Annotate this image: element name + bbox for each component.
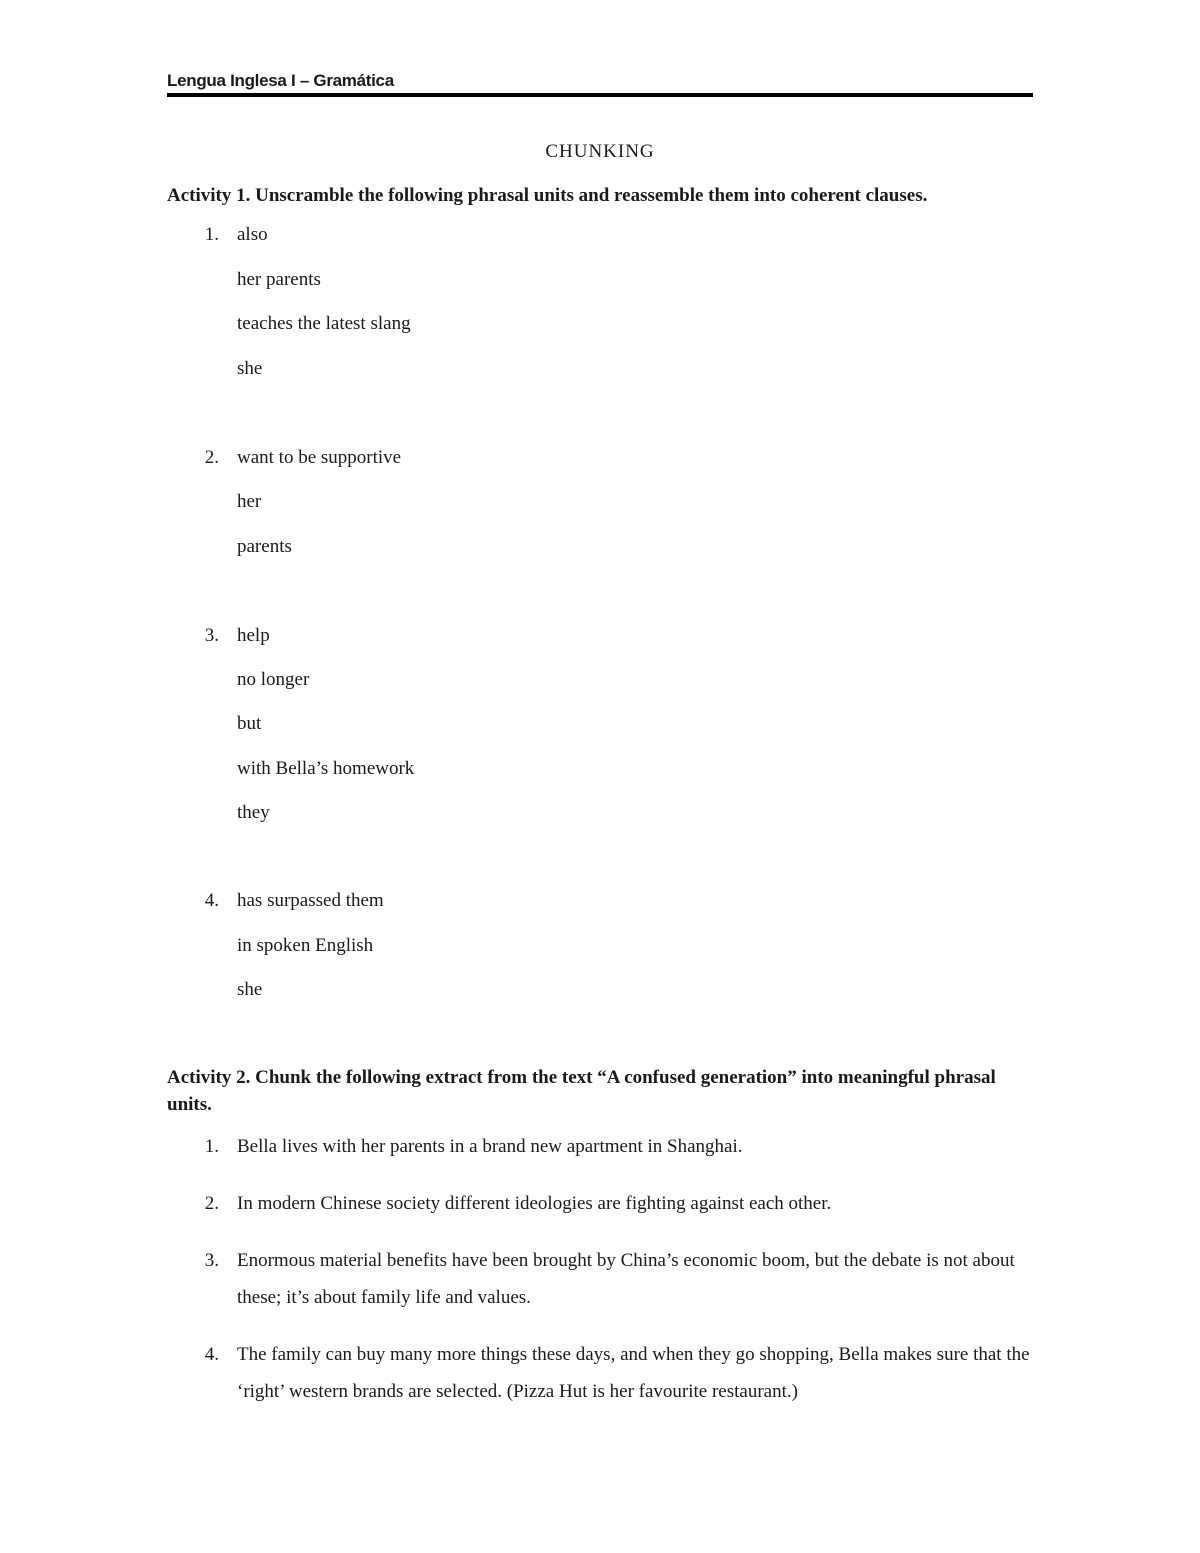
sentence-text: The family can buy many more things these days, and when they go shopping, Bella makes sure that the ‘right’ western brands are selected. (Pizza Hut is her favourite restaurant.): [237, 1344, 1030, 1402]
phrasal-unit: but: [237, 713, 262, 734]
item-number: 1.: [204, 224, 219, 245]
phrasal-unit: she: [237, 358, 263, 379]
phrasal-unit: they: [237, 802, 270, 823]
sentence-text: Bella lives with her parents in a brand new apartment in Shanghai.: [237, 1136, 743, 1157]
sentence-text: In modern Chinese society different ideologies are fighting against each other.: [237, 1193, 832, 1214]
phrasal-unit: also: [237, 224, 268, 245]
phrasal-unit: in spoken English: [237, 935, 374, 956]
header-rule: [167, 93, 1033, 97]
phrasal-unit: parents: [237, 536, 292, 557]
item-number: 2.: [204, 1193, 219, 1214]
item-number: 2.: [204, 447, 219, 468]
phrasal-unit: want to be supportive: [237, 447, 402, 468]
phrasal-unit: no longer: [237, 669, 310, 690]
sentence-text: Enormous material benefits have been brought by China’s economic boom, but the debate is not about these; it’s about family life and values.: [237, 1250, 1015, 1308]
phrasal-unit: she: [237, 979, 263, 1000]
document-title: CHUNKING: [545, 141, 655, 162]
item-number: 3.: [204, 1250, 219, 1271]
phrasal-unit: her: [237, 491, 262, 512]
activity-2-heading: Activity 2. Chunk the following extract from the text “A confused generation” into meaningful phrasal units.: [167, 1067, 996, 1115]
phrasal-unit: teaches the latest slang: [237, 313, 411, 334]
phrasal-unit: with Bella’s homework: [237, 758, 415, 779]
phrasal-unit: her parents: [237, 269, 321, 290]
header-title: Lengua Inglesa I – Gramática: [167, 71, 394, 90]
phrasal-unit: has surpassed them: [237, 890, 384, 911]
item-number: 1.: [204, 1136, 219, 1157]
item-number: 3.: [204, 625, 219, 646]
activity-1-heading: Activity 1. Unscramble the following phrasal units and reassemble them into coherent clauses.: [167, 185, 928, 206]
item-number: 4.: [204, 890, 219, 911]
item-number: 4.: [204, 1344, 219, 1365]
phrasal-unit: help: [237, 625, 270, 646]
